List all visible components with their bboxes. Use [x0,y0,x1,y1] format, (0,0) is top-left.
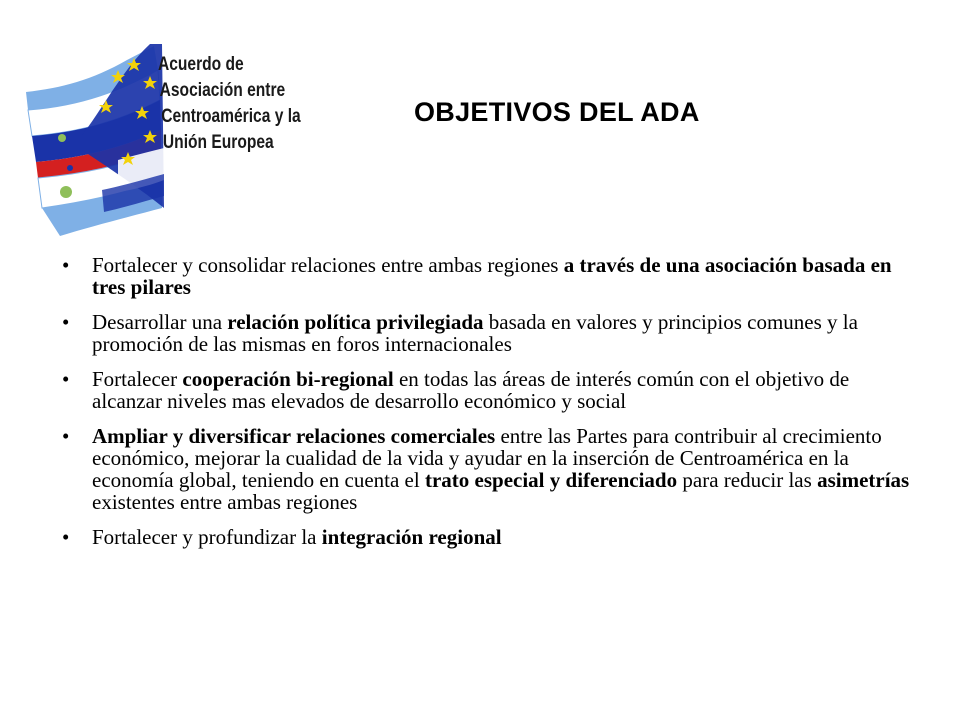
bullet-icon: • [62,367,70,391]
bold-text: cooperación bi-regional [182,367,394,391]
bold-text: Ampliar y diversificar relaciones comerciales [92,424,496,448]
text: Fortalecer y profundizar la [92,525,322,549]
objective-item [62,425,912,513]
logo-line: Centroamérica y la [161,106,301,127]
text: entre las Partes para contribuir al crecimiento económico, mejorar la cualidad de la vida y ayudar en la inserción de Centroamérica en la economía global, teniendo en cuenta el [92,424,882,492]
page-title: OBJETIVOS DEL ADA [414,97,700,127]
objective-item [62,311,912,355]
objectives-list [62,254,912,561]
bullet-icon: • [62,525,70,549]
bold-text: relación política privilegiada [227,310,484,334]
text: existentes entre ambas regiones [92,490,358,514]
logo [22,40,322,240]
logo-text [158,52,301,156]
bold-text: integración regional [321,525,502,549]
logo-line: Unión Europea [162,132,274,153]
objective-item [62,526,912,548]
text: en todas las áreas de interés común con el objetivo de alcanzar niveles mas elevados de desarrollo económico y social [92,367,850,413]
bold-text: a través de una asociación basada en tres pilares [92,253,892,299]
logo-line: Asociación entre [159,80,286,101]
bullet-icon: • [62,253,70,277]
text: para reducir las [677,468,818,492]
bold-text: trato especial y diferenciado [424,468,678,492]
bold-text: asimetrías [817,468,910,492]
objective-item [62,254,912,298]
text: basada en valores y principios comunes y la promoción de las mismas en foros internacionales [92,310,858,356]
logo-line: Acuerdo de [158,54,244,75]
text: Fortalecer y consolidar relaciones entre ambas regiones [92,253,564,277]
text: Desarrollar una [92,310,228,334]
bullet-icon: • [62,310,70,334]
text: Fortalecer [92,367,183,391]
objective-item [62,368,912,412]
bullet-icon: • [62,424,70,448]
